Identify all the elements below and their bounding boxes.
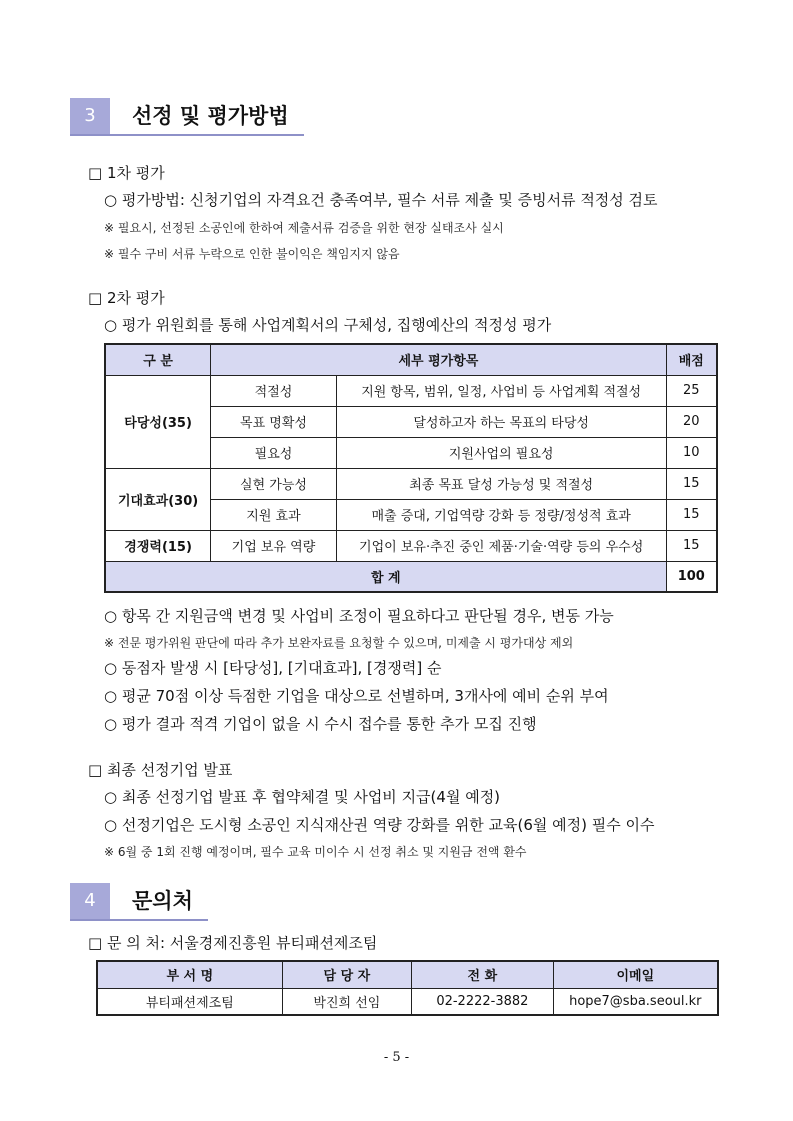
item-cell: 목표 명확성: [211, 406, 337, 437]
first-eval-note: ※ 필요시, 선정된 소공인에 한하여 제출서류 검증을 위한 현장 실태조사 실시: [104, 221, 504, 235]
second-eval-heading: □ 2차 평가: [88, 289, 165, 307]
item-cell: 필요성: [211, 437, 337, 468]
header-manager: 담 당 자: [282, 961, 411, 988]
total-label: 합 계: [105, 561, 666, 592]
page-number: - 5 -: [383, 1050, 410, 1065]
header-email: 이메일: [553, 961, 718, 988]
detail-cell: 지원 항목, 범위, 일정, 사업비 등 사업계획 적절성: [336, 375, 666, 406]
section-title: 문의처: [132, 889, 193, 913]
item-cell: 적절성: [211, 375, 337, 406]
final-heading: □ 최종 선정기업 발표: [88, 761, 233, 779]
item-cell: 지원 효과: [211, 499, 337, 530]
first-eval-heading: □ 1차 평가: [88, 164, 165, 182]
final-item: ○ 선정기업은 도시형 소공인 지식재산권 역량 강화를 위한 교육(6월 예정) 필수 이수: [104, 816, 655, 834]
second-eval-note: ※ 전문 평가위원 판단에 따라 추가 보완자료를 요청할 수 있으며, 미제출 시 평가대상 제외: [104, 636, 574, 650]
item-cell: 실현 가능성: [211, 468, 337, 499]
table-total-row: [105, 561, 717, 592]
second-eval-intro: ○ 평가 위원회를 통해 사업계획서의 구체성, 집행예산의 적정성 평가: [104, 316, 552, 334]
category-cell: 기대효과(30): [105, 468, 211, 530]
section-underline: [70, 919, 208, 921]
contact-line: □ 문 의 처: 서울경제진흥원 뷰티패션제조팀: [88, 934, 378, 952]
score-cell: 10: [666, 437, 717, 468]
item-cell: 기업 보유 역량: [211, 530, 337, 561]
detail-cell: 지원사업의 필요성: [336, 437, 666, 468]
section-underline: [70, 134, 304, 136]
section-number: 3: [70, 98, 110, 134]
score-cell: 25: [666, 375, 717, 406]
section-title: 선정 및 평가방법: [132, 104, 289, 128]
final-item: ○ 최종 선정기업 발표 후 협약체결 및 사업비 지급(4월 예정): [104, 788, 501, 806]
header-score: 배점: [666, 344, 717, 375]
score-cell: 15: [666, 468, 717, 499]
score-cell: 15: [666, 530, 717, 561]
score-cell: 15: [666, 499, 717, 530]
total-score: 100: [666, 561, 717, 592]
first-eval-method: ○ 평가방법: 신청기업의 자격요건 충족여부, 필수 서류 제출 및 증빙서류 적정성 검토: [104, 191, 658, 209]
department-cell: 뷰티패션제조팀: [97, 988, 282, 1015]
detail-cell: 달성하고자 하는 목표의 타당성: [336, 406, 666, 437]
table-header-row: [97, 961, 718, 988]
category-cell: 경쟁력(15): [105, 530, 211, 561]
second-eval-note: ○ 동점자 발생 시 [타당성], [기대효과], [경쟁력] 순: [104, 659, 442, 677]
section-number: 4: [70, 883, 110, 919]
detail-cell: 기업이 보유·추진 중인 제품·기술·역량 등의 우수성: [336, 530, 666, 561]
second-eval-note: ○ 평균 70점 이상 득점한 기업을 대상으로 선별하며, 3개사에 예비 순위 부여: [104, 687, 609, 705]
table-row: [105, 375, 717, 406]
header-phone: 전 화: [412, 961, 554, 988]
detail-cell: 매출 증대, 기업역량 강화 등 정량/정성적 효과: [336, 499, 666, 530]
manager-cell: 박진희 선임: [282, 988, 411, 1015]
header-department: 부 서 명: [97, 961, 282, 988]
detail-cell: 최종 목표 달성 가능성 및 적절성: [336, 468, 666, 499]
final-note: ※ 6월 중 1회 진행 예정이며, 필수 교육 미이수 시 선정 취소 및 지원금 전액 환수: [104, 845, 527, 859]
first-eval-note: ※ 필수 구비 서류 누락으로 인한 불이익은 책임지지 않음: [104, 247, 400, 261]
phone-cell: 02-2222-3882: [412, 988, 554, 1015]
table-row: [97, 988, 718, 1015]
table-row: [105, 530, 717, 561]
header-detail: 세부 평가항목: [211, 344, 666, 375]
second-eval-note: ○ 평가 결과 적격 기업이 없을 시 수시 접수를 통한 추가 모집 진행: [104, 715, 537, 733]
evaluation-table: [104, 343, 718, 593]
table-header-row: [105, 344, 717, 375]
table-row: [105, 468, 717, 499]
second-eval-note: ○ 항목 간 지원금액 변경 및 사업비 조정이 필요하다고 판단될 경우, 변동 가능: [104, 607, 614, 625]
header-category: 구 분: [105, 344, 211, 375]
category-cell: 타당성(35): [105, 375, 211, 468]
score-cell: 20: [666, 406, 717, 437]
email-cell: hope7@sba.seoul.kr: [553, 988, 718, 1015]
contact-table: [96, 960, 719, 1016]
